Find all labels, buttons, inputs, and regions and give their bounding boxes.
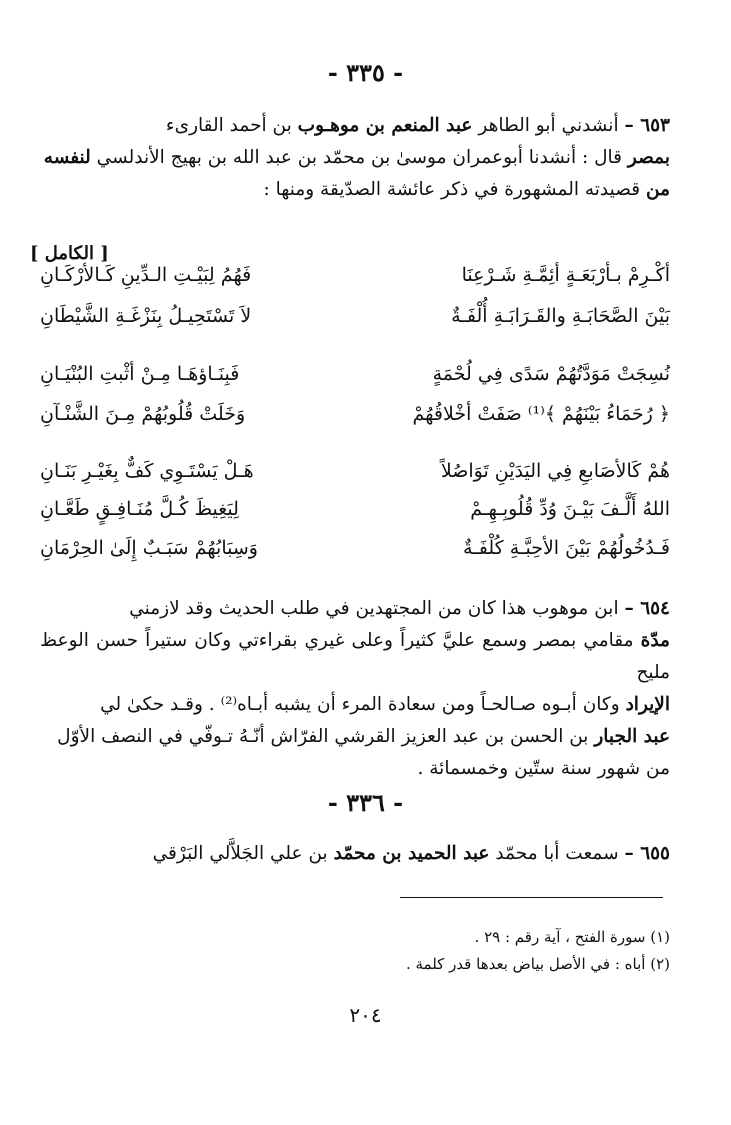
footnote-1: (١) سورة الفتح ، آية رقم : ٢٩ .	[474, 928, 670, 946]
verse-4	[40, 403, 670, 437]
entry-653-line-2-end: لنفسه	[43, 147, 91, 168]
entry-654-line-4-bold: عبد الجبار	[594, 726, 670, 747]
entry-653-lead: أنشدني أبو الطاهر	[478, 115, 619, 136]
entry-653-line-3-bold: من	[646, 179, 670, 200]
verse-1	[40, 264, 670, 298]
entry-653-line-3-text: قصيدته المشهورة في ذكر عائشة الصدّيقة ومنها :	[263, 179, 641, 200]
entry-655-name: عبد الحميد بن محمّد	[333, 843, 490, 864]
entry-654-line-3-text: وكان أبـوه صـالحـاً ومن سعادة المرء أن يشبه أبـاه⁽²⁾ . وقـد حكىٰ لي	[100, 694, 620, 715]
entry-654-line-1	[40, 593, 670, 625]
entry-653-line-2-bold: بمصر	[627, 147, 670, 168]
entry-653-line-1	[40, 110, 670, 142]
verse-3	[40, 363, 670, 397]
entry-655	[40, 838, 670, 870]
verse-5-first-hemistich: هُمْ كَالأصَابعِ فِي اليَدَيْنِ تَوَاصُلاً	[440, 460, 670, 482]
entry-655-lead: سمعت أبا محمّد	[495, 843, 619, 864]
verse-7-first-hemistich: فَـدُخُولُهُمْ بَيْنَ الأحِبَّـةِ كُلْفَـةٌ	[462, 537, 670, 559]
verse-5-second-hemistich: هَـلْ يَسْتَـوِي كَفٌّ بِغَيْـرِ بَنَـانِ	[40, 460, 254, 482]
entry-654-line-3	[40, 689, 670, 721]
footnote-separator	[400, 897, 663, 898]
verse-4-first-hemistich: ﴿ رُحَمَاءُ بَيْنَهُمْ ﴾⁽¹⁾ صَفَتْ أخْلاقُهُمْ	[412, 403, 670, 425]
page-number: ٢٠٤	[349, 1003, 382, 1027]
verse-1-first-hemistich: أكْـرِمْ بـأرْبَعَـةٍ أئِمَّـةِ شَـرْعِنَا	[461, 264, 670, 286]
entry-653-line-2-text: قال : أنشدنا أبوعمران موسىٰ بن محمّد بن عبد الله بن بهيج الأندلسي	[96, 147, 622, 168]
entry-654-line-2-bold: مدّة	[640, 630, 670, 651]
verse-6-first-hemistich: اللهُ أَلَّـفَ بَيْـنَ وُدِّ قُلُوبِـهِـمْ	[470, 498, 670, 520]
entry-654-line-3-bold: الإيراد	[625, 694, 670, 715]
entry-654-line-4-text: بن الحسن بن عبد العزيز القرشي الفرّاش أنّـهُ تـوفّي في النصف الأوّل	[57, 726, 589, 747]
entry-653	[40, 110, 670, 206]
entry-655-tail: بن علي الجَلاَّلي البَرْقي	[152, 843, 328, 864]
entry-655-line-1	[40, 838, 670, 870]
entry-653-line-2	[40, 142, 670, 174]
entry-654-line-5-text: من شهور سنة ستّين وخمسمائة .	[417, 758, 670, 779]
verse-5	[40, 460, 670, 494]
entry-654-line-2-text: مقامي بمصر وسمع عليَّ كثيراً وعلى غيري بقراءتي وكان ستيراً حسن الوعظ مليح	[40, 630, 670, 683]
entry-654-line-5	[40, 753, 670, 785]
entry-653-name: عبد المنعم بن موهـوب	[297, 115, 473, 136]
verse-2-first-hemistich: بَيْنَ الصَّحَابَـةِ والقَـرَابَـةِ أُلْفَـةٌ	[451, 305, 670, 327]
entry-654-line-4	[40, 721, 670, 753]
page-heading-middle: - ٣٣٦ -	[327, 788, 404, 817]
entry-654-line-1-text: ابن موهوب هذا كان من المجتهدين في طلب الحديث وقد لازمني	[129, 598, 619, 619]
verse-7	[40, 537, 670, 571]
verse-2-second-hemistich: لاَ تَسْتَحِيـلُ بِنَزْغَـةِ الشَّيْطَانِ	[40, 305, 252, 327]
verse-1-second-hemistich: فَهُمُ لِبَيْـتِ الـدِّينِ كَـالأرْكَـانِ	[40, 264, 252, 286]
verse-3-first-hemistich: نُسِجَتْ مَوَدَّتُهُمْ سَدًى فِي لُحْمَةٍ	[432, 363, 670, 385]
verse-6	[40, 498, 670, 532]
entry-654	[40, 593, 670, 785]
verse-6-second-hemistich: لِيَغِيظَ كُـلَّ مُنَـافِـقٍ طَعَّـانِ	[40, 498, 239, 520]
footnote-2: (٢) أباه : في الأصل بياض بعدها قدر كلمة .	[405, 955, 670, 973]
page-heading-top: - ٣٣٥ -	[327, 58, 404, 87]
meter-label: [ الكامل ]	[30, 243, 109, 264]
verse-7-second-hemistich: وَسِبَابُهُمْ سَبَـبٌ إِلَىٰ الحِرْمَانِ	[40, 537, 258, 559]
entry-655-number: ٦٥٥ –	[624, 843, 670, 864]
entry-654-line-2	[40, 625, 670, 689]
entry-654-number: ٦٥٤ –	[624, 598, 670, 619]
verse-2	[40, 305, 670, 339]
entry-653-number: ٦٥٣ –	[624, 115, 670, 136]
entry-653-line-3	[40, 174, 670, 206]
verse-3-second-hemistich: فَبِنَـاؤهَـا مِـنْ أثْبتِ البُنْيَـانِ	[40, 363, 240, 385]
entry-653-tail: بن أحمد القارىء	[165, 115, 292, 136]
verse-4-second-hemistich: وَخَلَتْ قُلُوبُهُمْ مِـنَ الشَّنْـآنِ	[40, 403, 246, 425]
